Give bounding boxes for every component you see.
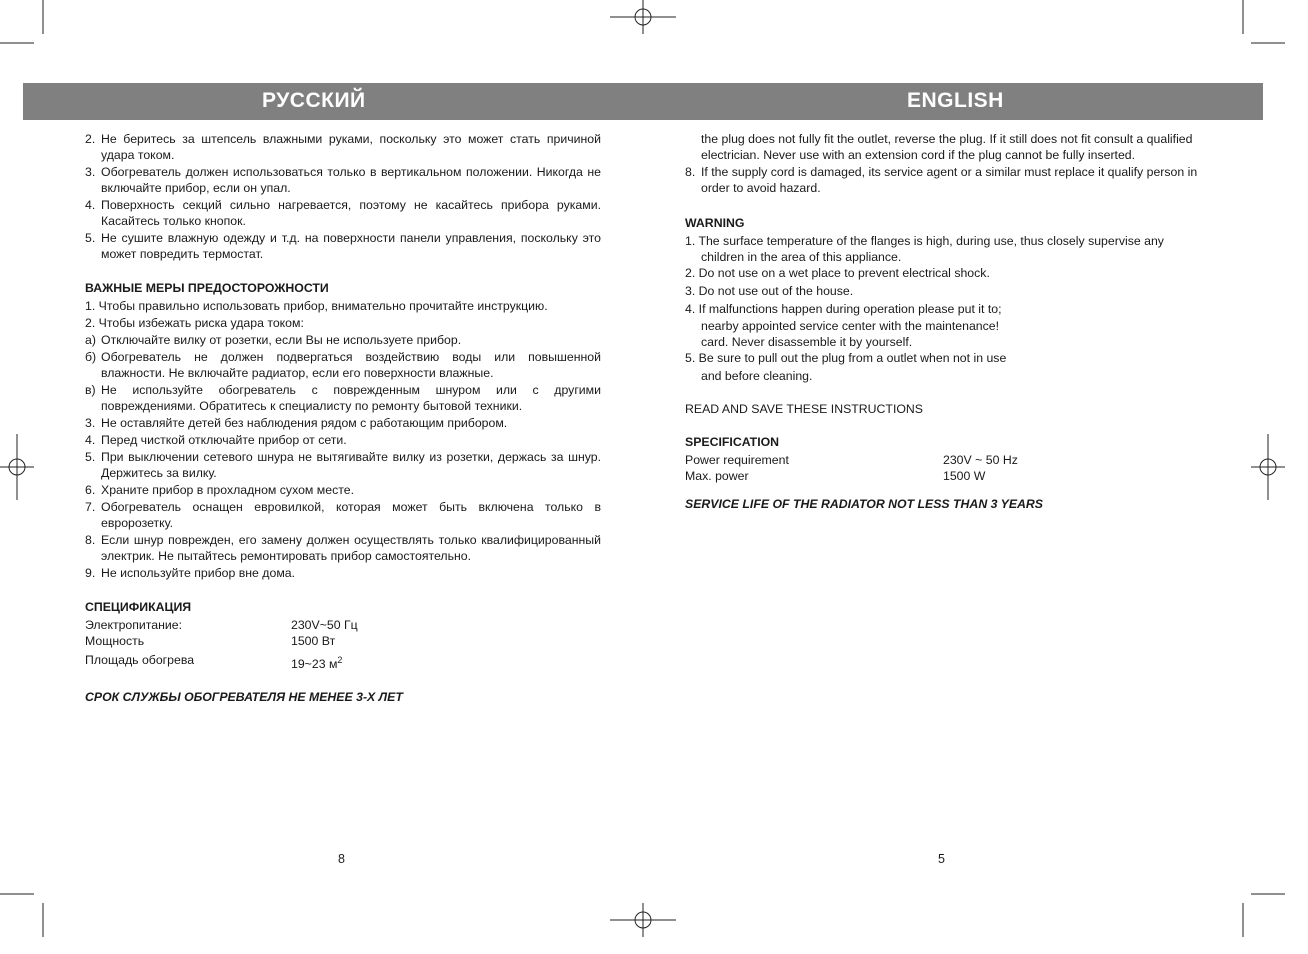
language-banner [23,83,1263,120]
list-item: 4. Поверхность секций сильно нагревается, поэтому не касайтесь прибора руками. Касайтесь только кнопок. [85,198,601,228]
list-item: 7. Обогреватель оснащен евровилкой, которая может быть включена только в евророзетку. [85,500,601,530]
warning-heading: WARNING [685,216,745,230]
safety-line: 2. Чтобы избежать риска удара током: [85,316,304,330]
service-life-note: SERVICE LIFE OF THE RADIATOR NOT LESS THAN 3 YEARS [685,497,1044,511]
registration-mark-right-icon [1251,434,1285,500]
list-item: 9. Не используйте прибор вне дома. [85,566,296,580]
warning-line: nearby appointed service center with the maintenance! [701,319,1000,333]
spec-row: Электропитание: 230V~50 Гц [85,618,358,632]
registration-mark-bottom-icon [610,903,676,937]
russian-column [85,131,601,705]
spec-heading: SPECIFICATION [685,435,780,449]
safety-line: 1. Чтобы правильно использовать прибор, внимательно прочитайте инструкцию. [85,299,548,313]
warning-line: 1. The surface temperature of the flanges is high, during use, thus closely supervise any [685,234,1164,248]
list-item: 2. Не беритесь за штепсель влажными руками, поскольку это может стать причиной удара током. [85,132,601,162]
registration-mark-left-icon [0,434,34,500]
english-title: ENGLISH [907,89,1004,112]
warning-line: 3. Do not use out of the house. [685,284,854,298]
list-item: б) Обогреватель не должен подвергаться воздействию воды или повышенной влажности. Не включайте радиатор, если его поверхности влажные. [85,350,601,380]
list-item: 4. Перед чисткой отключайте прибор от сети. [85,433,347,447]
service-life-note: СРОК СЛУЖБЫ ОБОГРЕВАТЕЛЯ НЕ МЕНЕЕ 3-Х ЛЕТ [85,690,403,705]
warning-line: children in the area of this appliance. [701,250,902,264]
list-item: 6. Храните прибор в прохладном сухом месте. [85,483,354,497]
spec-row: Max. power 1500 W [685,469,986,483]
safety-heading: ВАЖНЫЕ МЕРЫ ПРЕДОСТОРОЖНОСТИ [85,281,329,295]
page-number: 8 [338,852,345,866]
warning-line: 5. Be sure to pull out the plug from a outlet when not in use [685,351,1007,365]
spec-row: Power requirement 230V ~ 50 Hz [685,453,1018,467]
list-item: в) Не используйте обогреватель с поврежденным шнуром или с другими повреждениями. Обратитесь к специалисту по ремонту бытовой техники. [85,383,601,413]
english-column [685,131,1203,512]
russian-title: РУССКИЙ [262,89,366,112]
list-item: 3. Обогреватель должен использоваться только в вертикальном положении. Никогда не включайте прибор, если он упал. [85,165,601,195]
spec-row: Площадь обогрева 19~23 $м^2$ [85,653,343,672]
list-item: 3. Не оставляйте детей без наблюдения рядом с работающим прибором. [85,416,508,430]
warning-line: 2. Do not use on a wet place to prevent electrical shock. [685,266,990,280]
continued-text: the plug does not fully fit the outlet, reverse the plug. If it still does not fit consult a qualified electrician. Never use with an extension cord if the plug cannot be fully inserted. [701,132,1193,162]
list-item: 5. При выключении сетевого шнура не вытягивайте вилку из розетки, держась за шнур. Держитесь за вилку. [85,450,601,480]
spec-heading: СПЕЦИФИКАЦИЯ [85,600,192,614]
warning-line: 4. If malfunctions happen during operation please put it to; [685,302,1002,316]
list-item: 5. Не сушите влажную одежду и т.д. на поверхности панели управления, поскольку это может повредить термостат. [85,231,601,261]
page-number: 5 [938,852,945,866]
read-save-note: READ AND SAVE THESE INSTRUCTIONS [685,402,924,416]
spec-row: Мощность 1500 Вт [85,634,336,648]
list-item: а) Отключайте вилку от розетки, если Вы не используете прибор. [85,333,462,347]
list-item: 8. Если шнур поврежден, его замену должен осуществлять только квалифицированный электрик. Не пытайтесь ремонтировать прибор самостоятельно. [85,533,601,563]
registration-mark-top-icon [610,0,676,34]
warning-line: and before cleaning. [701,369,813,383]
warning-line: card. Never disassemble it by yourself. [701,335,913,349]
list-item: 8. If the supply cord is damaged, its service agent or a similar must replace it qualify person in order to avoid hazard. [685,165,1198,195]
